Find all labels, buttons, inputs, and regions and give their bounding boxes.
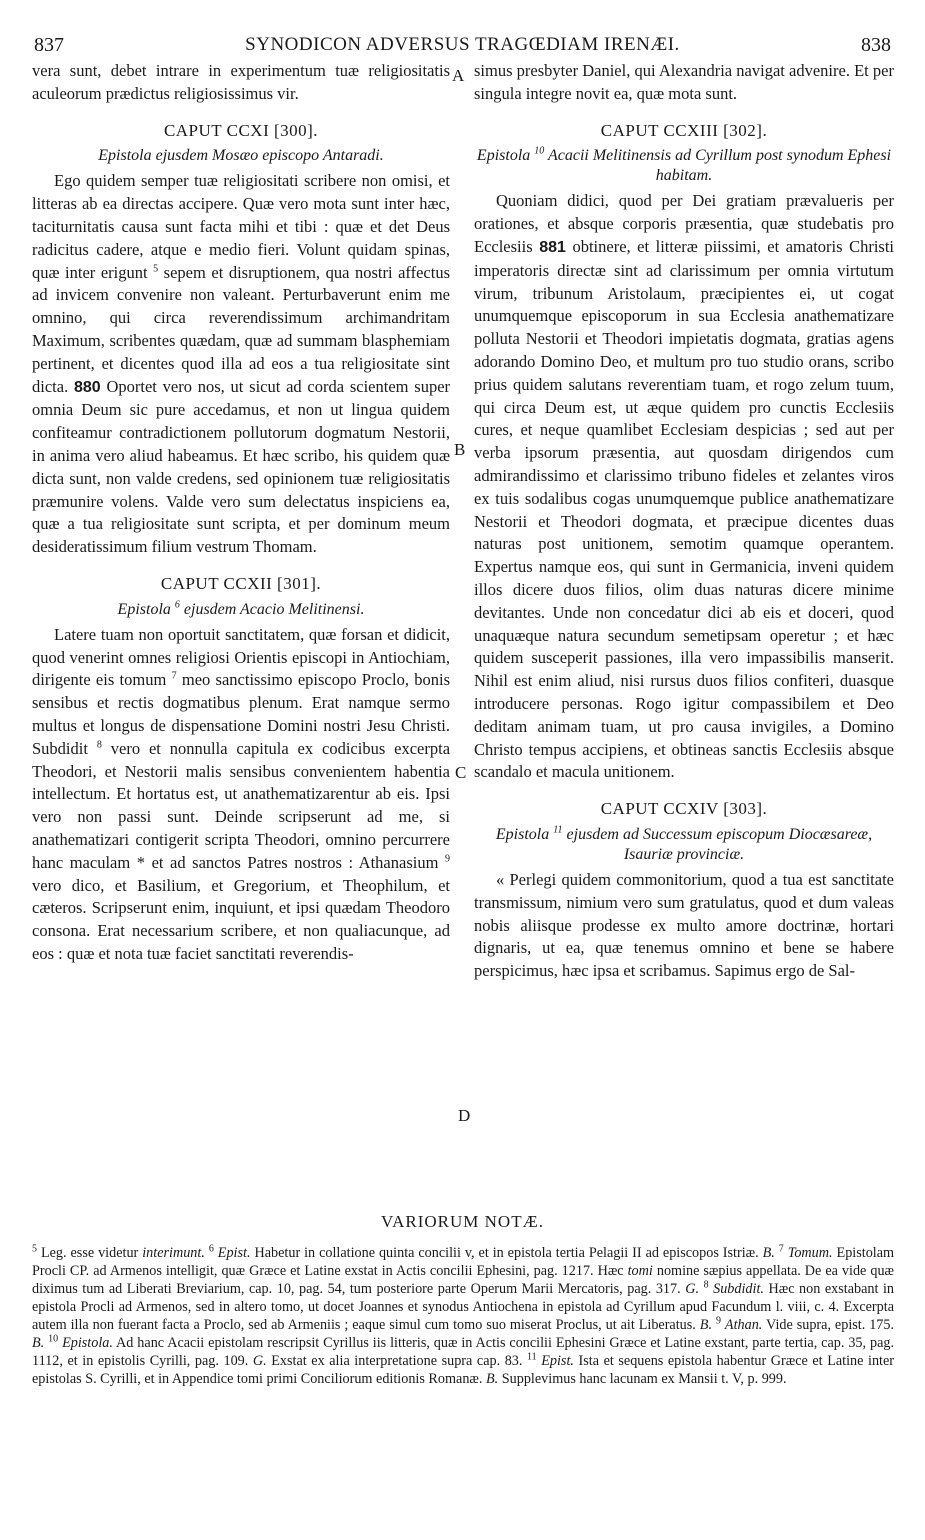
column-number-881: 881 [539, 238, 566, 256]
note-11-text: Ista et sequens epistola habentur Græce et Latine inter epistolas S. Cyrilli, et in Appendice tomi primi Conciliorum editionis Romanæ. [32, 1353, 894, 1387]
caput-211-text-c: Oportet vero nos, ut sicut ad corda scientem super omnia Deum sic pure accedamus, et non ut lingua quidem confiteamur contradictionem pollutorum dogmatum Nestorii, in anima vero aliud habeamus. Et hæc scribo, his quidem quæ dicta sunt, non valde credens, sed opinionem tuæ religiositatis præmunire volens. Valde vero sum delectatus inspiciens ea, quæ a tua religiositate sunt scripta, et per dominum meum desideratissimum filium vestrum Thomam. [32, 376, 451, 557]
caput-212-text-b: meo sanctissimo episcopo Proclo, bonis sensibus et rectis dogmatibus plenum. Erat namque sermo multus et longus de dispensatione Domini nostri Jesu Christi. Subdidit [32, 670, 450, 758]
caput-214-heading: CAPUT CCXIV [303]. [600, 799, 768, 819]
margin-letter-c: C [455, 763, 467, 782]
note-7-text: Epistolam Procli CP. ad Armenos intelligit, quæ Græce et Latine exstat in Actis concilii Ephesini, pag. 1217. Hæc [32, 1245, 895, 1279]
running-title: SYNODICON ADVERSUS TRAGŒDIAM IRENÆI. [245, 34, 680, 55]
note-mark-5: 5 [32, 1243, 37, 1255]
page-header [34, 34, 891, 60]
note-10-text-2: Exstat ex alia interpretatione supra cap. 83. [271, 1353, 523, 1369]
note-8-lemma: Subdidit. [713, 1281, 764, 1297]
caput-214-subtitle-b: ejusdem ad Successum episcopum Diocæsareæ, Isauriæ provinciæ. [566, 825, 873, 863]
right-column [474, 60, 894, 983]
note-9-text: Vide supra, epist. 175. [766, 1317, 895, 1333]
caput-212-text-d: vero dico, et Basilium, et Gregorium, et Theophilum, et cæteros. Scripserunt enim, inquiunt, et ipsi quædam Theodoro consona. Erat necessarium scribere, et non qualiacunque, ad eos : quæ et nota tuæ faciet sanctitati reverendis- [32, 875, 450, 963]
note-7-emphasis: tomi [627, 1263, 653, 1279]
caput-213-subtitle-a: Epistola [476, 147, 531, 165]
left-column [32, 60, 450, 966]
margin-letter-a: A [452, 66, 465, 85]
note-mark-10: 10 [48, 1333, 59, 1345]
note-mark-7: 7 [778, 1243, 784, 1255]
caput-211-heading: CAPUT CCXI [300]. [163, 120, 319, 140]
note-8-text: Hæc non exstabant in epistola Procli ad Armenos, sed in altero tomo, ut docet Joannes et synodus Antiochena in epistola ad Cyrillum apud Facundum l. viii, c. 4. Excerpta autem illa non fuerant facta a Proclo, sed ab Armeniis ; eaque simul cum tomo suo miserat Proclus, ut ait Liberatus. [32, 1281, 895, 1333]
note-ref-10: 10 [534, 146, 545, 158]
note-mark-9: 9 [715, 1315, 721, 1327]
caput-211-text-b: sepem et disruptionem, qua nostri affectus ad invicem convenire non valeant. Perturbaverunt enim me omnino, qui circa reverendissimum archimandritam Maximum, scribentes quædam, quæ ad summam blasphemiam pertinent, et dicentes quod illa ad eos a tua religiositate sint dicta. [32, 262, 450, 396]
left-intro-text: vera sunt, debet intrare in experimentum tuæ religiositatis aculeorum prædictus religiosissimus vir. [32, 61, 450, 103]
caput-213-text-a: Quoniam didici, quod per Dei gratiam prævalueris per orationes, et absque corporis præsentia, quæ studebatis pro Ecclesiis [474, 191, 894, 256]
note-5-emphasis: interimunt. [142, 1245, 205, 1261]
caput-214-text: « Perlegi quidem commonitorium, quod a tua est sanctitate transmissum, nimium vero sum gratulatus, quod et dum valeas nobis aliisque prodesse ex multo amore doctrinæ, hortari dignaris, ut ea, quæ tenemus omnino et bene se habere perspicimus, hæc ipsa et scribamus. Sapimus ergo de Sal- [474, 869, 894, 981]
note-ref-11: 11 [553, 824, 563, 836]
caput-213-text [474, 190, 894, 784]
caput-212-subtitle-a: Epistola [117, 600, 171, 618]
caput-213-heading: CAPUT CCXIII [302]. [600, 120, 768, 140]
notes-title: VARIORUM NOTÆ. [381, 1212, 544, 1231]
note-ref-5: 5 [153, 263, 159, 275]
caput-212-heading: CAPUT CCXII [301]. [160, 573, 322, 593]
caput-213-text-b: obtinere, et litteræ piissimi, et amatoris Christi imperatoris directæ sint ad clarissimum per omnia virtutum virum, tribunum Aristolaum, præcipientes ei, ut cogat unumquemque episcoporum in sua Ecclesia anathematizare polluta Nestorii et Theodori impietatis dogmata, gratias agens adorando Domino Deo, et multum pro tuo studio orans, scribo prius quidem salutans reverentiam tuam, et rogo zelum tuum, qui circa Deum est, ut æque quidem pro cunctis Ecclesiis cures, et neque quamlibet Ecclesiam despicias ; sed aut per verba ipsorum præsentia, aut quosdam dirigendos cum admirandissimo et clarissimo tribuno fideles et zelantes viros ex tuis sodalibus cogas unumquemque publice anathematizare Nestorii et Theodori dogmata, et præcipue dicentes duas naturas post unitionem, semotim quamque operantem. Expertus namque eos, qui sunt in Germanicia, inveni quidem illos dicere duos filios, olim duas naturas dicere minime devitantes. Unde non concedatur dici ab eis et doceri, quod unaquæque natura secundum semetipsam operetur ; et hæc quidem susceperit passiones, illa vero impassibilis manserit. Nihil est enim aliud, nisi rursus duos filios confiteri, duasque introducere personas. Rogo igitur compassibilem et Deo deditam animam tuam, ut pro causa invigiles, a Domino Christo tempus accipiens, et obtineas sanctis Ecclesiis absque scandalo et macula unitionem. [474, 236, 894, 782]
note-6-sigla: B. [762, 1245, 775, 1261]
margin-letter-d: D [458, 1106, 471, 1125]
column-number-880: 880 [73, 378, 101, 396]
note-10-lemma: Epistola. [62, 1335, 113, 1351]
note-9-sigla: B. [32, 1335, 45, 1351]
note-ref-6: 6 [174, 599, 180, 611]
right-intro-text: simus presbyter Daniel, qui Alexandria navigat advenire. Et per singula integre novit ea, quæ mota sunt. [474, 61, 894, 103]
note-11-sigla: B. [485, 1371, 499, 1387]
note-mark-8: 8 [703, 1279, 709, 1291]
variorum-notes [32, 1244, 894, 1388]
note-mark-11: 11 [527, 1351, 537, 1363]
note-8-sigla: B. [699, 1317, 713, 1333]
note-10-sigla: G. [252, 1353, 267, 1369]
page-number-left: 837 [34, 34, 64, 56]
caput-212-text-c: vero et nonnulla capitula ex codicibus excerpta Theodori, et Nestorii malis sensibus convenientem habentia intellectum. Et hortatus est, ut anathematizarentur ab eis. Ipsi vero non passi sunt. Deinde scripserunt ad me, si anathematizari contigerit scripta Theodori, omnino percurrere hanc maculam * et ad sanctos Patres nostros : Athanasium [32, 738, 451, 872]
caput-213-subtitle-b: Acacii Melitinensis ad Cyrillum post synodum Ephesi habitam. [547, 147, 892, 185]
caput-212-subtitle [32, 600, 450, 620]
note-7-lemma: Tomum. [787, 1245, 833, 1261]
note-7-text-2: nomine sæpius appellata. De ea vide quæ diximus tum ad Liberati Breviarium, cap. 10, pag. 54, tum posteriore parte Operum Marii Mercatoris, pag. 317. [32, 1263, 894, 1297]
note-11-lemma: Epist. [541, 1353, 574, 1369]
page-number-right: 838 [861, 34, 891, 56]
note-ref-9: 9 [445, 853, 450, 865]
caput-213-subtitle [474, 146, 894, 186]
note-ref-7: 7 [171, 670, 177, 682]
note-10-text: Ad hanc Acacii epistolam rescripsit Cyrillus iis litteris, quæ in Actis concilii Ephesini Græce et Latine exstant, parte tertia, cap. 35, pag. 1112, et in epistolis Cyrilli, pag. 109. [32, 1335, 895, 1369]
note-ref-8: 8 [96, 739, 102, 751]
note-mark-6: 6 [208, 1243, 214, 1255]
caput-211-text [32, 170, 450, 559]
caput-214-subtitle-a: Epistola [495, 825, 550, 843]
margin-letter-b: B [454, 440, 466, 459]
note-6-lemma: Epist. [217, 1245, 251, 1261]
caput-211-text-a: Ego quidem semper tuæ religiositati scribere non omisi, et litteras ab ea directas accipere. Quæ vero mota sunt inter hæc, taciturnitatis causa sunt facta mihi et tibi : quæ et det Deus radicitus cadere, atque e medio fieri. Volunt quidam spinas, quæ inter erigunt [32, 171, 450, 282]
caput-214-subtitle [474, 825, 894, 865]
note-11-text-2: Supplevimus hanc lacunam ex Mansii t. V, p. 999. [501, 1371, 787, 1387]
caput-212-subtitle-b: ejusdem Acacio Melitinensi. [183, 600, 365, 618]
note-7-sigla: G. [685, 1281, 700, 1297]
caput-212-text-a: Latere tuam non oportuit sanctitatem, quæ forsan et didicit, quod venerint omnes religiosi Orientis episcopi in Antiochiam, dirigente eis tomum [32, 624, 450, 690]
note-9-lemma: Athan. [724, 1317, 763, 1333]
note-5-text: Leg. esse videtur [40, 1245, 139, 1261]
caput-211-subtitle: Epistola ejusdem Mosæo episcopo Antaradi. [98, 147, 384, 165]
caput-212-text [32, 624, 450, 966]
notes-text [32, 1244, 894, 1388]
note-6-text: Habetur in collatione quinta concilii v, et in epistola tertia Pelagii II ad episcopos Istriæ. [254, 1245, 759, 1261]
